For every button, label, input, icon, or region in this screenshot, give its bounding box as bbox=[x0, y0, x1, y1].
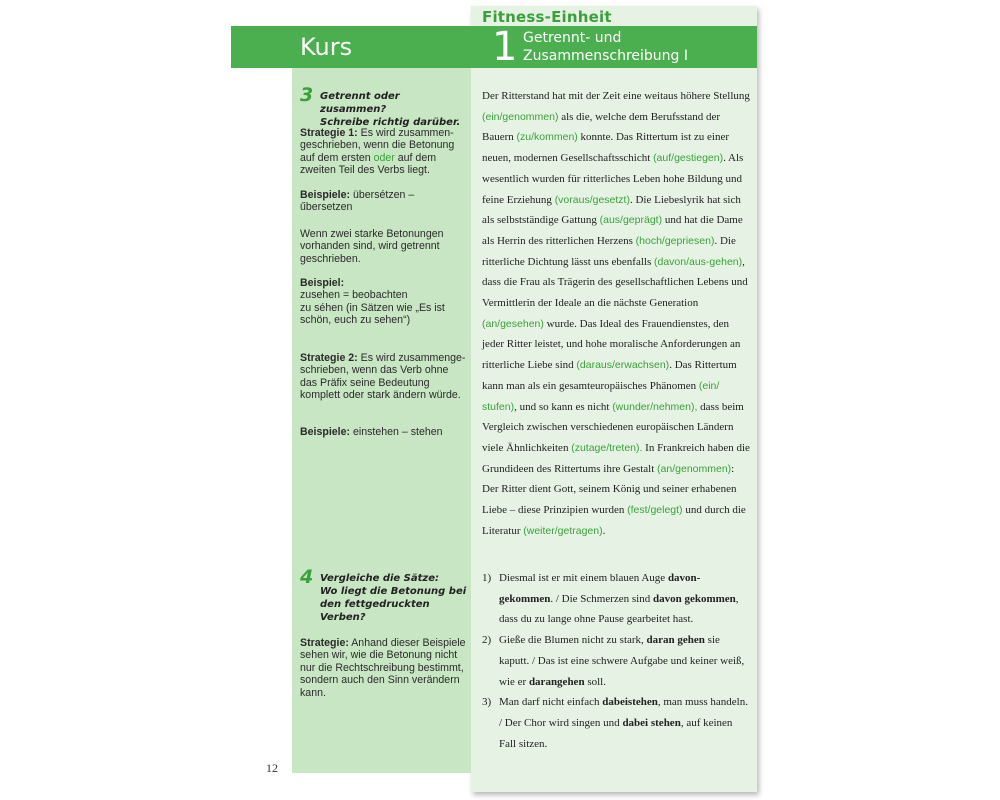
task-3-line-2: Schreibe richtig darüber. bbox=[320, 117, 461, 128]
examples-1-label: Beispiele: bbox=[300, 189, 351, 201]
gap-word: (zu/kommen) bbox=[516, 131, 578, 144]
examples-2-text: einstehen – stehen bbox=[350, 426, 443, 438]
gap-word: (ein/ stufen) bbox=[482, 379, 720, 413]
sentence-text: Man darf nicht einfach bbox=[499, 696, 603, 709]
text-segment: , und so kann es nicht bbox=[514, 400, 613, 413]
text-segment: wurde. Das Ideal des Frauendienstes, den jeder Ritter leistet, und hohe moralische Anforderungen an ritterliche Liebe sind bbox=[482, 317, 741, 372]
text-segment: In Frankreich haben die Grundideen des Rittertums ihre Gestalt bbox=[482, 441, 750, 475]
sentence-text: . / Die Schmerzen sind bbox=[550, 592, 653, 605]
list-item-number: 3) bbox=[482, 696, 492, 709]
examples-1-text: übersétzen – űbersetzen bbox=[300, 189, 415, 214]
unit-title-line-1: Getrennt- und bbox=[523, 30, 622, 46]
task-3-number: 3 bbox=[300, 84, 314, 106]
gap-word: (zutage/treten). bbox=[571, 441, 643, 454]
gap-word: (hoch/gepriesen) bbox=[635, 234, 715, 247]
text-segment: , dass die Frau als Trägerin des gesellschaftlichen Lebens und Vermittlerin der Ideale an die nächste Generation bbox=[482, 255, 748, 310]
gap-word: (davon/aus-gehen) bbox=[653, 255, 743, 268]
text-segment: konnte. Das Rittertum ist zu einer neuen, modernen Gesellschaftsschicht bbox=[482, 131, 729, 165]
strategy-1-oder: oder bbox=[373, 151, 395, 164]
strategy-2-label: Strategie 2: bbox=[300, 352, 358, 364]
strategy-1-text-a: Es wird zusammen-geschrieben, wenn die Betonung auf dem ersten bbox=[300, 127, 455, 164]
gap-word: (voraus/gesetzt) bbox=[554, 193, 630, 206]
sentence-text: , dass du zu lange ohne Pause gearbeitet hast. bbox=[499, 592, 739, 626]
two-stress-rule: Wenn zwei starke Betonungen vorhanden sind, wird getrennt geschrieben. bbox=[300, 228, 444, 265]
gap-word: (auf/gestiegen) bbox=[653, 152, 724, 165]
text-segment: und durch die Literatur bbox=[482, 504, 746, 537]
gap-word: (daraus/erwachsen) bbox=[576, 359, 670, 372]
list-item bbox=[482, 568, 750, 630]
examples-2 bbox=[300, 426, 466, 438]
list-item-number: 2) bbox=[482, 634, 492, 647]
strategy-1-label: Strategie 1: bbox=[300, 127, 358, 139]
bold-verb: davon gekommen bbox=[652, 592, 736, 605]
unit-number: 1 bbox=[492, 24, 518, 70]
sentence-text: Diesmal ist er mit einem blauen Auge bbox=[499, 572, 668, 584]
bold-verb: dabei stehen bbox=[622, 716, 681, 729]
strategy-task-4-label: Strategie: bbox=[300, 637, 349, 649]
example-block bbox=[300, 277, 466, 327]
gap-word: (ein/genommen) bbox=[482, 110, 559, 123]
gap-word: (an/genommen) bbox=[657, 462, 732, 475]
text-segment: als die, welche dem Berufsstand der Bauern bbox=[482, 110, 721, 144]
task-4-number: 4 bbox=[300, 566, 314, 588]
bold-verb: dabeistehen bbox=[602, 696, 658, 709]
text-segment: . Die ritterliche Dichtung lässt uns ebenfalls bbox=[482, 234, 736, 268]
text-segment: . bbox=[602, 524, 606, 537]
gap-word: (weiter/getragen) bbox=[523, 524, 603, 537]
strategy-task-4-text: Anhand dieser Beispiele sehen wir, wie die Betonung nicht nur die Rechtschreibung bestimmt, sondern auch den Sinn verändern kann. bbox=[300, 637, 466, 699]
strategy-task-4 bbox=[300, 637, 466, 699]
exercise-text bbox=[482, 86, 750, 541]
comparison-sentences bbox=[482, 568, 750, 754]
example-label: Beispiel: bbox=[300, 277, 345, 289]
strategy-2 bbox=[300, 352, 466, 402]
example-line-1: zusehen = beobachten bbox=[300, 289, 408, 302]
unit-title-line-2: Zusammenschreibung I bbox=[523, 48, 689, 64]
examples-2-label: Beispiele: bbox=[300, 426, 351, 438]
unit-title bbox=[523, 29, 757, 65]
course-title: Kurs bbox=[300, 33, 353, 61]
task-3-line-1: Getrennt oder zusammen? bbox=[320, 91, 400, 115]
strategy-1 bbox=[300, 127, 466, 177]
sentence-text: Gieße die Blumen nicht zu stark, bbox=[499, 634, 647, 647]
task-3-instruction bbox=[320, 90, 468, 129]
text-segment: und hat die Dame als Herrin des ritterlichen Herzens bbox=[482, 214, 743, 247]
text-segment: . Das Rittertum kann man als ein gesamteuropäisches Phänomen bbox=[482, 359, 737, 392]
bold-verb: darangehen bbox=[528, 675, 585, 688]
list-item-number: 1) bbox=[482, 572, 492, 584]
task-4-line-1: Vergleiche die Sätze: bbox=[320, 573, 440, 584]
sentence-text: , man muss handeln. / Der Chor wird singen und bbox=[499, 696, 748, 729]
gap-word: (an/gesehen) bbox=[482, 317, 544, 330]
bold-verb: davon-gekommen bbox=[499, 572, 701, 605]
strategy-2-text: Es wird zusammenge-schrieben, wenn das Verb ohne das Präfix seine Bedeutung komplett oder stark ändern würde. bbox=[300, 352, 466, 402]
sentence-text: soll. bbox=[584, 675, 606, 688]
gap-word: (fest/gelegt) bbox=[627, 504, 683, 517]
page-number: 12 bbox=[266, 761, 278, 775]
task-4-instruction bbox=[320, 572, 468, 624]
gap-word: (wunder/nehmen), bbox=[612, 400, 698, 413]
task-4-line-2: Wo liegt die Betonung bei den fettgedruckten Verben? bbox=[320, 586, 467, 623]
text-segment: dass beim Vergleich zwischen verschiedenen europäischen Ländern viele Ähnlichkeiten bbox=[482, 400, 744, 454]
example-line-2: zu séhen (in Sätzen wie „Es ist schön, euch zu sehen“) bbox=[300, 301, 445, 327]
list-item bbox=[482, 630, 750, 692]
text-segment: . Als wesentlich wurden für ritterliches Leben hohe Bildung und feine Erziehung bbox=[482, 152, 744, 206]
text-segment: Der Ritterstand hat mit der Zeit eine weitaus höhere Stellung bbox=[482, 90, 750, 102]
sentence-text: , auf keinen Fall sitzen. bbox=[499, 716, 733, 750]
fitness-unit-label: Fitness-Einheit bbox=[482, 8, 612, 26]
strategy-1-text-b: auf dem zweiten Teil des Verbs liegt. bbox=[300, 151, 437, 177]
gap-word: (aus/geprägt) bbox=[599, 214, 663, 227]
text-segment: . Die Liebeslyrik hat sich als selbstständige Gattung bbox=[482, 193, 741, 227]
list-item bbox=[482, 692, 750, 754]
examples-1 bbox=[300, 189, 466, 214]
text-segment: : Der Ritter dient Gott, seinem König und seiner erhabenen Liebe – diese Prinzipien wurden bbox=[482, 462, 737, 517]
bold-verb: daran gehen bbox=[646, 634, 705, 647]
sentence-text: sie kaputt. / Das ist eine schwere Aufgabe und keiner weiß, wie er bbox=[499, 634, 745, 688]
